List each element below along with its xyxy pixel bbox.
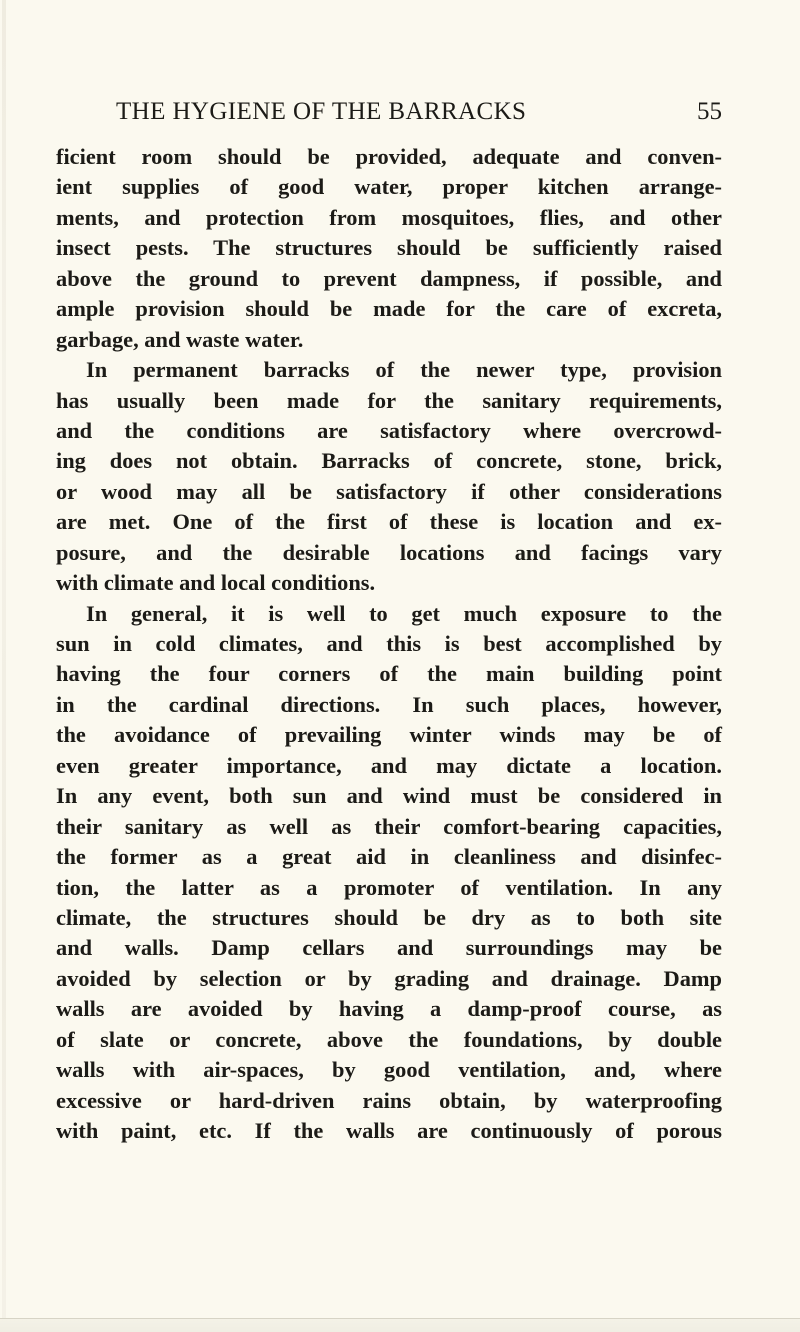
paragraph-start-line: In permanent barracks of the newer type, provision	[86, 357, 722, 383]
text-line: even greater importance, and may dictate a location.	[56, 752, 722, 778]
text-line: In any event, both sun and wind must be considered in	[56, 783, 722, 809]
text-line: or wood may all be satisfactory if other considerations	[56, 478, 722, 504]
text-line: having the four corners of the main building point	[56, 661, 722, 687]
text-line: tion, the latter as a promoter of ventilation. In any	[56, 874, 722, 900]
text-line: insect pests. The structures should be sufficiently raised	[56, 235, 722, 261]
text-line: ample provision should be made for the care of excreta,	[56, 296, 722, 322]
text-line: walls are avoided by having a damp-proof course, as	[56, 996, 722, 1022]
text-line: ing does not obtain. Barracks of concrete, stone, brick,	[56, 448, 722, 474]
text-line: with climate and local conditions.	[56, 570, 376, 596]
text-line: climate, the structures should be dry as to both site	[56, 904, 722, 930]
text-line: and walls. Damp cellars and surroundings may be	[56, 935, 722, 961]
page-header	[116, 98, 722, 132]
page-number: 55	[697, 98, 722, 125]
text-line: sun in cold climates, and this is best accomplished by	[56, 631, 722, 656]
text-line: their sanitary as well as their comfort-bearing capacities,	[56, 813, 722, 839]
text-line: has usually been made for the sanitary requirements,	[56, 387, 722, 413]
text-line: ficient room should be provided, adequate and conven-	[56, 144, 722, 169]
body-text	[56, 142, 722, 1146]
text-line: the avoidance of prevailing winter winds may be of	[56, 722, 722, 748]
text-line: posure, and the desirable locations and facings vary	[56, 539, 722, 565]
text-line: garbage, and waste water.	[56, 326, 304, 352]
text-line: walls with air-spaces, by good ventilation, and, where	[56, 1057, 722, 1083]
page-bottom-edge	[0, 1318, 800, 1332]
text-line: ient supplies of good water, proper kitchen arrange-	[56, 174, 722, 200]
text-line: excessive or hard-driven rains obtain, by waterproofing	[56, 1087, 722, 1113]
text-line: in the cardinal directions. In such places, however,	[56, 691, 722, 717]
paragraph-start-line: In general, it is well to get much exposure to the	[86, 600, 722, 626]
text-line: avoided by selection or by grading and drainage. Damp	[56, 965, 722, 991]
running-title: THE HYGIENE OF THE BARRACKS	[116, 98, 527, 125]
text-line: above the ground to prevent dampness, if possible, and	[56, 265, 722, 291]
text-line: are met. One of the first of these is location and ex-	[56, 509, 722, 535]
text-line: of slate or concrete, above the foundations, by double	[56, 1026, 722, 1052]
text-line: with paint, etc. If the walls are continuously of porous	[56, 1118, 722, 1143]
text-line: the former as a great aid in cleanliness and disinfec-	[56, 844, 722, 870]
page-edge-shadow	[2, 0, 6, 1331]
text-line: and the conditions are satisfactory where overcrowd-	[56, 417, 722, 443]
text-line: ments, and protection from mosquitoes, flies, and other	[56, 204, 722, 230]
